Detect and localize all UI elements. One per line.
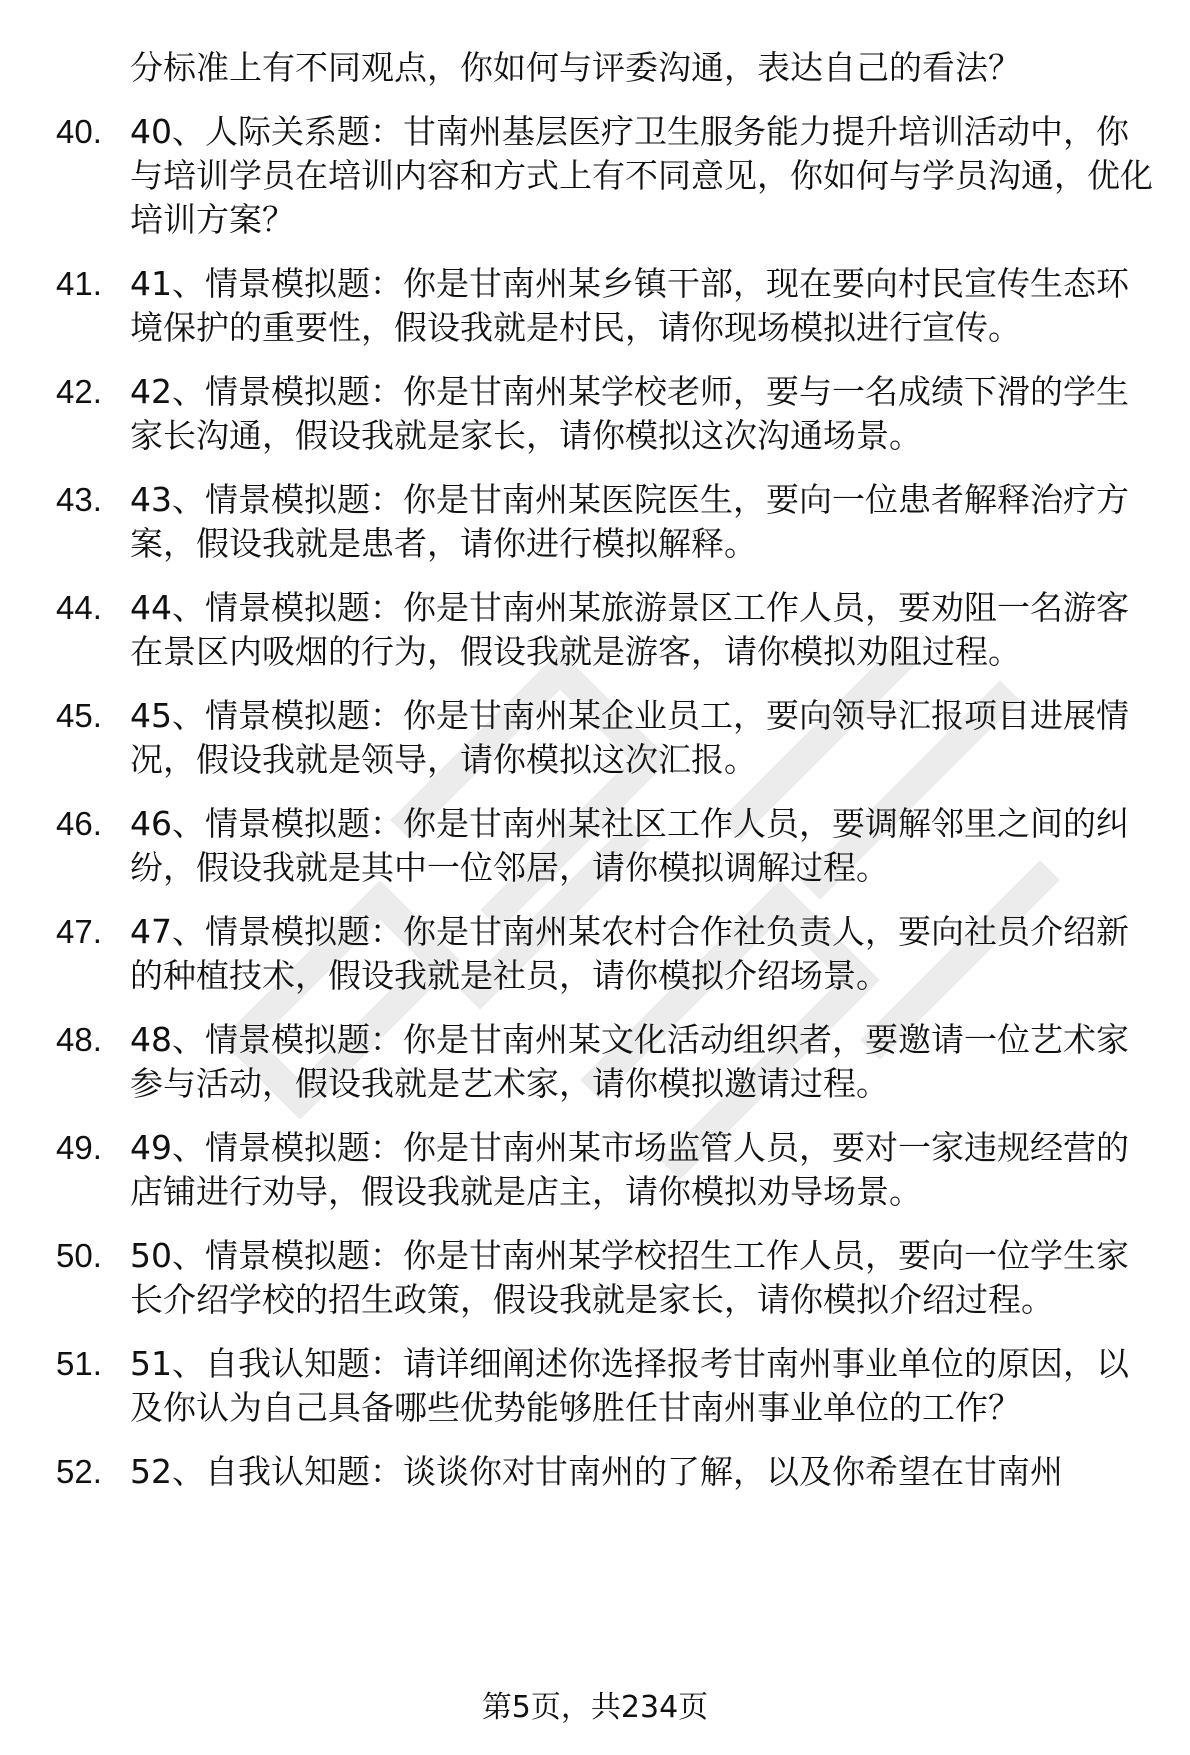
- question-item: [0, 1018, 1190, 1106]
- question-number: 41.: [56, 265, 102, 302]
- question-item: [0, 370, 1190, 458]
- question-item: [0, 1234, 1190, 1322]
- question-text: 46、情景模拟题：你是甘南州某社区工作人员，要调解邻里之间的纠纷，假设我就是其中一位邻居，请你模拟调解过程。: [130, 804, 1129, 887]
- question-number: 48.: [56, 1021, 102, 1058]
- question-item: [0, 1342, 1190, 1430]
- question-item: [0, 1126, 1190, 1214]
- continuation-text: 分标准上有不同观点，你如何与评委沟通，表达自己的看法？: [130, 48, 1021, 87]
- question-number: 50.: [56, 1237, 102, 1274]
- question-item: [0, 110, 1190, 242]
- question-number: 43.: [56, 481, 102, 518]
- question-number: 45.: [56, 697, 102, 734]
- question-text: 51、自我认知题：请详细阐述你选择报考甘南州事业单位的原因，以及你认为自己具备哪些优势能够胜任甘南州事业单位的工作？: [130, 1344, 1129, 1427]
- question-number: 44.: [56, 589, 102, 626]
- question-list: [0, 110, 1190, 1514]
- question-text: 44、情景模拟题：你是甘南州某旅游景区工作人员，要劝阻一名游客在景区内吸烟的行为，假设我就是游客，请你模拟劝阻过程。: [130, 588, 1129, 671]
- question-text: 40、人际关系题：甘南州基层医疗卫生服务能力提升培训活动中，你与培训学员在培训内容和方式上有不同意见，你如何与学员沟通，优化培训方案？: [130, 112, 1153, 239]
- question-number: 40.: [56, 113, 102, 150]
- question-number: 49.: [56, 1129, 102, 1166]
- question-number: 52.: [56, 1453, 102, 1490]
- question-text: 50、情景模拟题：你是甘南州某学校招生工作人员，要向一位学生家长介绍学校的招生政策，假设我就是家长，请你模拟介绍过程。: [130, 1236, 1129, 1319]
- question-text: 48、情景模拟题：你是甘南州某文化活动组织者，要邀请一位艺术家参与活动，假设我就是艺术家，请你模拟邀请过程。: [130, 1020, 1129, 1103]
- question-text: 52、自我认知题：谈谈你对甘南州的了解，以及你希望在甘南州: [130, 1452, 1063, 1491]
- question-item: [0, 694, 1190, 782]
- question-item: [0, 802, 1190, 890]
- question-number: 42.: [56, 373, 102, 410]
- question-text: 41、情景模拟题：你是甘南州某乡镇干部，现在要向村民宣传生态环境保护的重要性，假设我就是村民，请你现场模拟进行宣传。: [130, 264, 1129, 347]
- question-text: 42、情景模拟题：你是甘南州某学校老师，要与一名成绩下滑的学生家长沟通，假设我就是家长，请你模拟这次沟通场景。: [130, 372, 1129, 455]
- question-number: 47.: [56, 913, 102, 950]
- question-item: [0, 262, 1190, 350]
- question-text: 43、情景模拟题：你是甘南州某医院医生，要向一位患者解释治疗方案，假设我就是患者，请你进行模拟解释。: [130, 480, 1129, 563]
- question-item: [0, 1450, 1190, 1494]
- question-number: 51.: [56, 1345, 102, 1382]
- page-footer: 第5页，共234页: [481, 1690, 709, 1725]
- question-number: 46.: [56, 805, 102, 842]
- question-item: [0, 478, 1190, 566]
- question-text: 49、情景模拟题：你是甘南州某市场监管人员，要对一家违规经营的店铺进行劝导，假设我就是店主，请你模拟劝导场景。: [130, 1128, 1129, 1211]
- question-item: [0, 586, 1190, 674]
- question-text: 47、情景模拟题：你是甘南州某农村合作社负责人，要向社员介绍新的种植技术，假设我就是社员，请你模拟介绍场景。: [130, 912, 1129, 995]
- question-item: [0, 910, 1190, 998]
- question-text: 45、情景模拟题：你是甘南州某企业员工，要向领导汇报项目进展情况，假设我就是领导，请你模拟这次汇报。: [130, 696, 1129, 779]
